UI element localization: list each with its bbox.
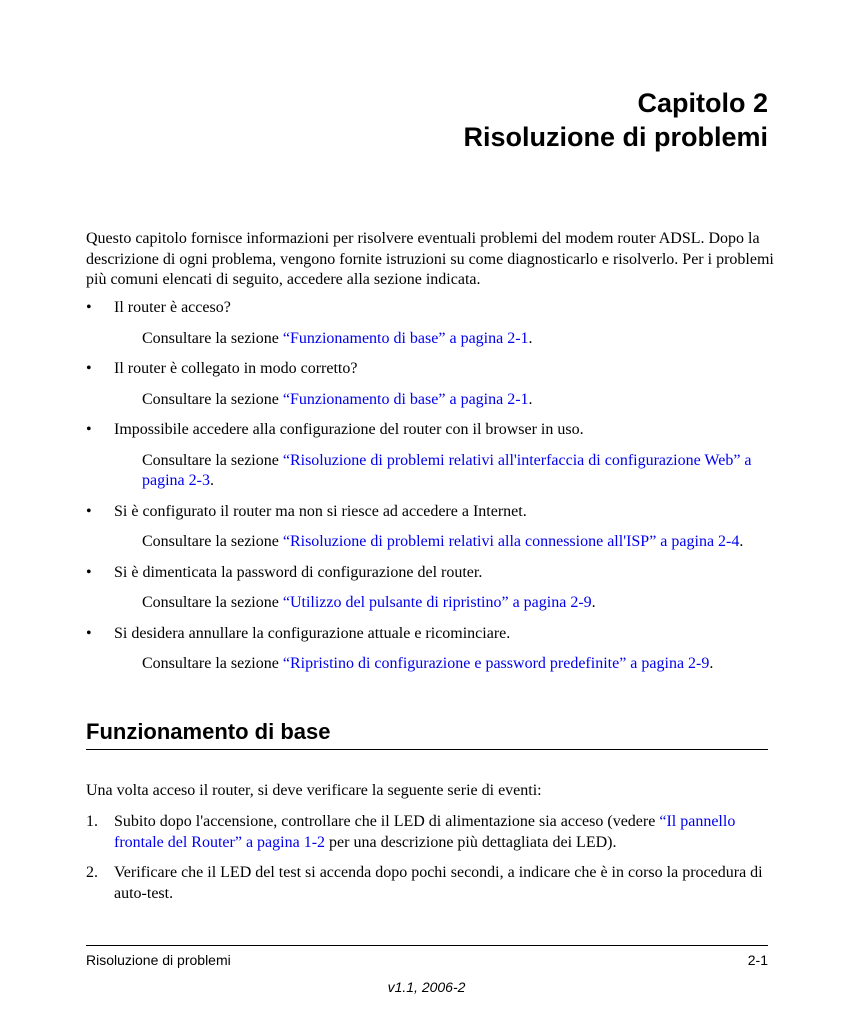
step-number: 1. xyxy=(86,813,98,830)
bullet: • xyxy=(86,624,92,642)
period: . xyxy=(209,472,214,489)
page-number: 2-1 xyxy=(747,952,768,968)
section-link[interactable]: “Funzionamento di base” a pagina 2-1 xyxy=(282,329,529,347)
section-link[interactable]: “Funzionamento di base” a pagina 2-1 xyxy=(282,390,529,408)
problem-list xyxy=(86,298,776,685)
bullet: • xyxy=(86,563,92,581)
section-link[interactable]: “Ripristino di configurazione e password predefinite” a pagina 2-9 xyxy=(282,655,710,672)
chapter-name: Risoluzione di problemi xyxy=(463,122,768,152)
chapter-title xyxy=(463,86,768,154)
step-text: Verificare che il LED del test si accenda dopo pochi secondi, a indicare che è in corso la procedura di auto-test. xyxy=(114,864,763,902)
period: . xyxy=(739,533,744,550)
consult-text: Consultare la sezione xyxy=(142,655,283,672)
bullet: • xyxy=(86,502,92,520)
problem-question: Si è configurato il router ma non si riesce ad accedere a Internet. xyxy=(114,502,527,520)
problem-question: Il router è acceso? xyxy=(114,299,231,316)
step-number: 2. xyxy=(86,864,98,881)
list-item xyxy=(86,863,776,904)
list-item xyxy=(86,812,776,853)
period: . xyxy=(709,655,714,672)
step-text-after: per una descrizione più dettagliata dei LED). xyxy=(325,833,617,851)
list-item xyxy=(86,298,776,349)
section-link[interactable]: “Il pannello frontale del Router” a pagina 1-2 xyxy=(114,813,736,851)
intro-paragraph: Questo capitolo fornisce informazioni per risolvere eventuali problemi del modem router ADSL. Dopo la descrizione di ogni problema, vengono fornite istruzioni su come diagnosticarlo e risolverlo. Per i problemi più comuni elencati di seguito, accedere alla sezione indicata. xyxy=(86,230,774,288)
section-heading: Funzionamento di base xyxy=(86,717,768,750)
step-text: Subito dopo l'accensione, controllare che il LED di alimentazione sia acceso (vedere xyxy=(114,813,660,830)
problem-question: Si è dimenticata la password di configurazione del router. xyxy=(114,563,483,581)
consult-text: Consultare la sezione xyxy=(142,533,283,550)
list-item xyxy=(86,502,776,553)
bullet: • xyxy=(86,360,92,377)
page-footer xyxy=(86,945,768,969)
list-item xyxy=(86,420,776,492)
period: . xyxy=(528,390,533,408)
problem-question: Il router è collegato in modo corretto? xyxy=(114,360,358,377)
section-intro: Una volta acceso il router, si deve verificare la seguente serie di eventi: xyxy=(86,782,542,799)
consult-text: Consultare la sezione xyxy=(142,390,283,408)
period: . xyxy=(591,594,596,611)
period: . xyxy=(528,329,533,347)
bullet: • xyxy=(86,299,92,316)
footer-title: Risoluzione di problemi xyxy=(86,952,231,968)
list-item xyxy=(86,563,776,614)
section-link[interactable]: “Utilizzo del pulsante di ripristino” a pagina 2-9 xyxy=(282,594,592,611)
consult-text: Consultare la sezione xyxy=(142,451,283,469)
section-link[interactable]: “Risoluzione di problemi relativi alla connessione all'ISP” a pagina 2-4 xyxy=(282,533,740,550)
bullet: • xyxy=(86,421,92,438)
consult-text: Consultare la sezione xyxy=(142,329,283,347)
consult-text: Consultare la sezione xyxy=(142,594,283,611)
problem-question: Impossibile accedere alla configurazione del router con il browser in uso. xyxy=(114,421,584,438)
version-label: v1.1, 2006-2 xyxy=(387,979,466,995)
steps-list xyxy=(86,812,776,914)
problem-question: Si desidera annullare la configurazione attuale e ricominciare. xyxy=(114,624,511,642)
chapter-number: Capitolo 2 xyxy=(637,88,768,118)
list-item xyxy=(86,624,776,675)
section-link[interactable]: “Risoluzione di problemi relativi all'interfaccia di configurazione Web” a pagina 2-3 xyxy=(142,451,752,489)
list-item xyxy=(86,359,776,410)
